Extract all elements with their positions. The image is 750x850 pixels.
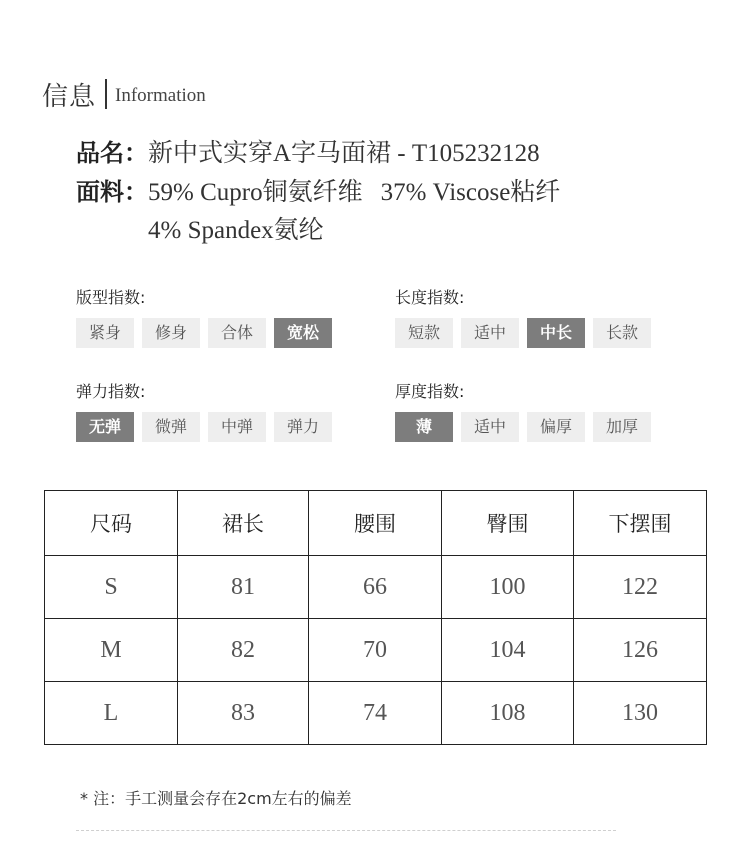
size-table-header-row — [45, 491, 707, 556]
elastic-index — [76, 381, 332, 442]
product-name-label: 品名： — [76, 139, 148, 167]
section-header — [42, 76, 206, 112]
cell-hip: 100 — [442, 556, 574, 619]
cell-skirt-length: 83 — [178, 682, 309, 745]
cell-hem: 130 — [574, 682, 707, 745]
thickness-option-3: 加厚 — [593, 412, 651, 442]
cell-hem: 126 — [574, 619, 707, 682]
cell-skirt-length: 81 — [178, 556, 309, 619]
thickness-option-2: 偏厚 — [527, 412, 585, 442]
length-index-title: 长度指数: — [395, 288, 465, 307]
fit-option-2: 合体 — [208, 318, 266, 348]
fabric-row — [76, 177, 560, 208]
thickness-index — [395, 381, 651, 442]
cell-skirt-length: 82 — [178, 619, 309, 682]
fabric-part-2: 37% Viscose粘纤 — [380, 179, 561, 206]
title-divider — [105, 79, 107, 109]
table-row — [45, 619, 707, 682]
section-title-en: Information — [115, 85, 206, 106]
thickness-index-title: 厚度指数: — [395, 382, 465, 401]
table-row — [45, 556, 707, 619]
header-size: 尺码 — [45, 491, 178, 556]
length-index — [395, 287, 651, 348]
elastic-option-2: 中弹 — [208, 412, 266, 442]
fabric-row-2 — [148, 215, 324, 246]
length-option-2: 中长 — [527, 318, 585, 348]
header-hip: 臀围 — [442, 491, 574, 556]
elastic-option-3: 弹力 — [274, 412, 332, 442]
fit-option-1: 修身 — [142, 318, 200, 348]
fabric-label: 面料： — [76, 178, 148, 206]
product-name-row — [76, 138, 540, 169]
cell-size: L — [45, 682, 178, 745]
header-hem: 下摆围 — [574, 491, 707, 556]
cell-size: M — [45, 619, 178, 682]
section-title-cn: 信息 — [42, 81, 97, 112]
header-skirt-length: 裙长 — [178, 491, 309, 556]
product-name-value: 新中式实穿A字马面裙 - T105232128 — [148, 140, 540, 167]
thickness-option-0: 薄 — [395, 412, 453, 442]
size-table — [44, 490, 707, 745]
cell-waist: 74 — [309, 682, 442, 745]
cell-waist: 70 — [309, 619, 442, 682]
table-row — [45, 682, 707, 745]
length-option-3: 长款 — [593, 318, 651, 348]
dashed-divider — [76, 830, 616, 831]
cell-size: S — [45, 556, 178, 619]
cell-hem: 122 — [574, 556, 707, 619]
fabric-part-1: 59% Cupro铜氨纤维 — [148, 179, 363, 206]
measurement-note: * 注：手工测量会存在2cm左右的偏差 — [80, 789, 352, 808]
cell-hip: 108 — [442, 682, 574, 745]
elastic-option-1: 微弹 — [142, 412, 200, 442]
cell-waist: 66 — [309, 556, 442, 619]
length-option-1: 适中 — [461, 318, 519, 348]
fit-index — [76, 287, 332, 348]
fabric-part-3: 4% Spandex氨纶 — [148, 217, 324, 244]
length-option-0: 短款 — [395, 318, 453, 348]
header-waist: 腰围 — [309, 491, 442, 556]
elastic-index-title: 弹力指数: — [76, 382, 146, 401]
elastic-option-0: 无弹 — [76, 412, 134, 442]
fit-option-0: 紧身 — [76, 318, 134, 348]
cell-hip: 104 — [442, 619, 574, 682]
fit-index-title: 版型指数: — [76, 288, 146, 307]
fit-option-3: 宽松 — [274, 318, 332, 348]
thickness-option-1: 适中 — [461, 412, 519, 442]
